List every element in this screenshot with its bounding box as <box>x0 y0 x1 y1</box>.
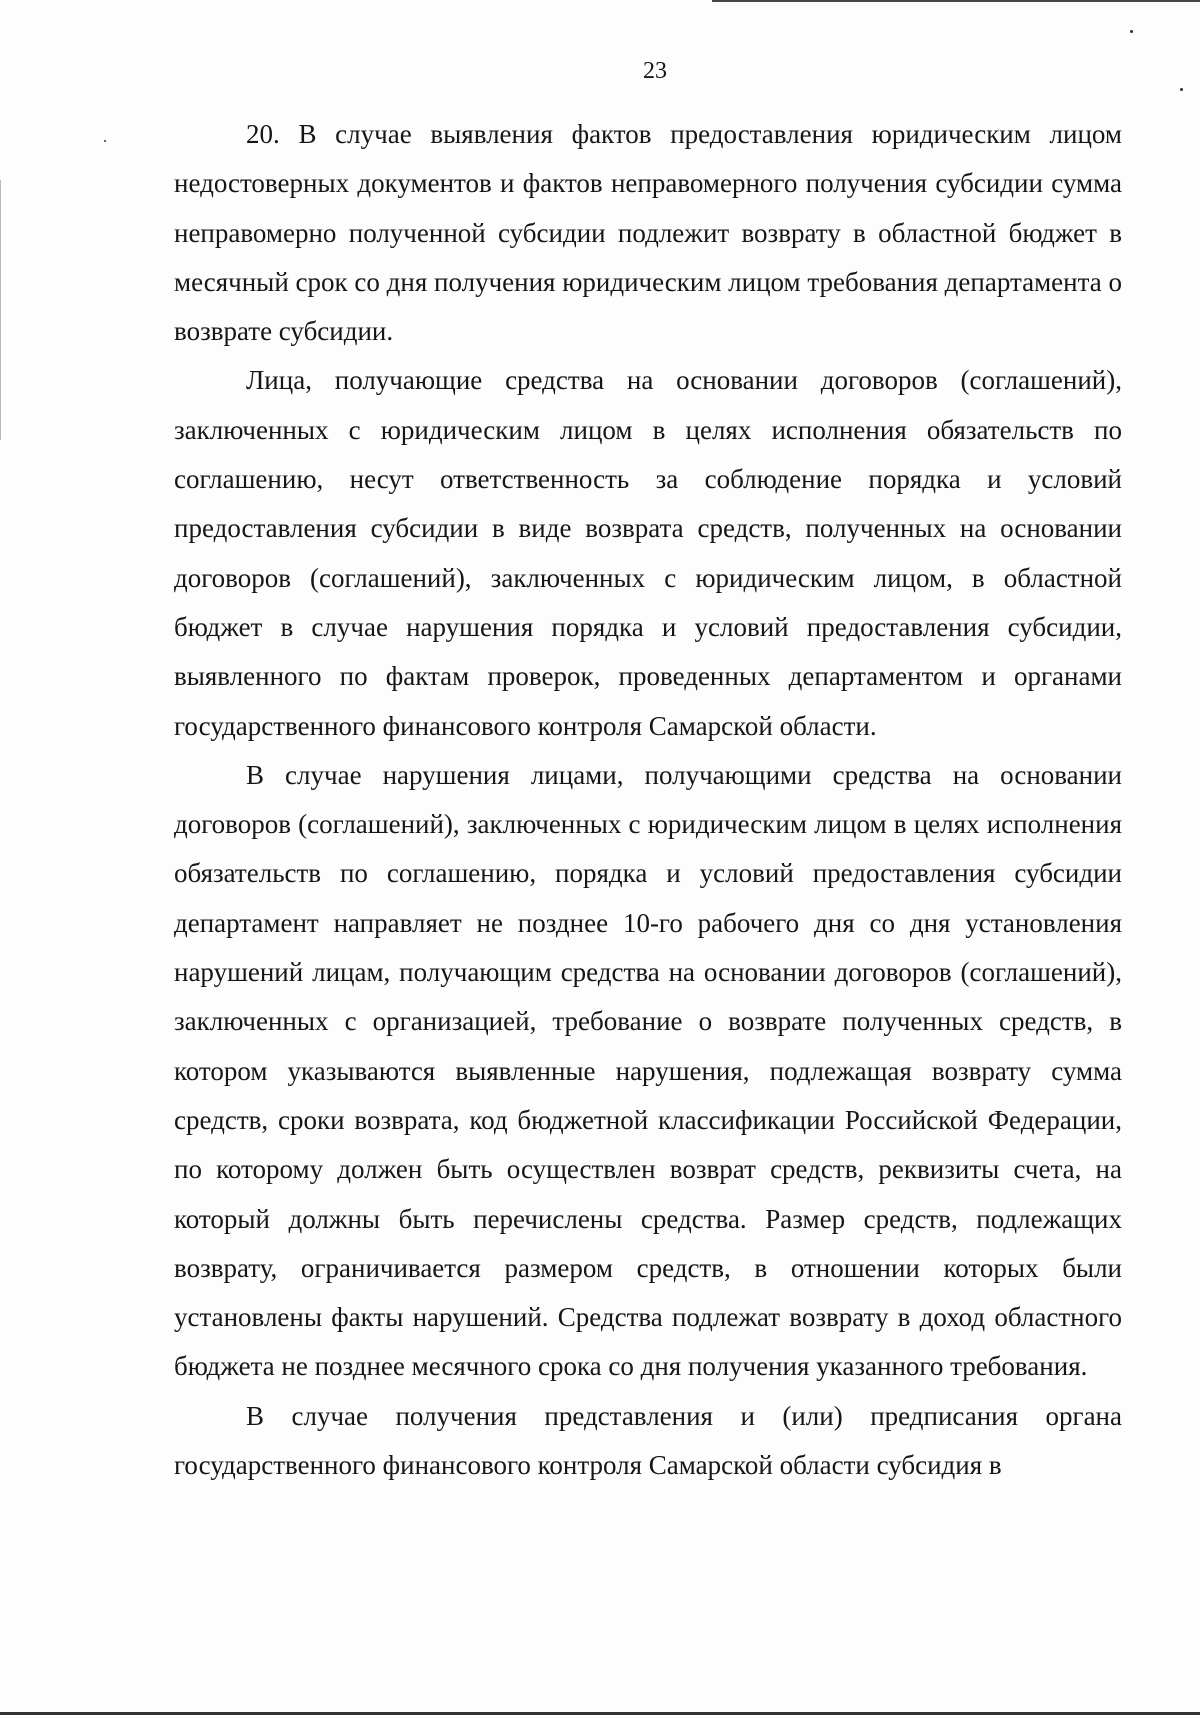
paragraph-violation-procedure: В случае нарушения лицами, получающими средства на основании договоров (соглашений), заключенных с юридическим лицом в целях исполнения обязательств по соглашению, порядка и условий предоставления субсидии департамент направляет не позднее 10-го рабочего дня со дня установления нарушений лицам, получающим средства на основании договоров (соглашений), заключенных с организацией, требование о возврате полученных средств, в котором указываются выявленные нарушения, подлежащая возврату сумма средств, сроки возврата, код бюджетной классификации Российской Федерации, по которому должен быть осуществлен возврат средств, реквизиты счета, на который должны быть перечислены средства. Размер средств, подлежащих возврату, ограничивается размером средств, в отношении которых были установлены факты нарушений. Средства подлежат возврату в доход областного бюджета не позднее месячного срока со дня получения указанного требования. <box>174 759 1122 1382</box>
paragraph-liability: Лица, получающие средства на основании договоров (соглашений), заключенных с юридическим лицом в целях исполнения обязательств по соглашению, несут ответственность за соблюдение порядка и условий предоставления субсидии в виде возврата средств, полученных на основании договоров (соглашений), заключенных с юридическим лицом, в областной бюджет в случае нарушения порядка и условий предоставления субсидии, выявленного по фактам проверок, проведенных департаментом и органами государственного финансового контроля Самарской области. <box>174 365 1122 741</box>
page-number: 23 <box>643 58 667 84</box>
paragraph-item-20: 20. В случае выявления фактов предоставления юридическим лицом недостоверных документов и фактов неправомерного получения субсидии сумма неправомерно полученной субсидии подлежит возврату в областной бюджет в месячный срок со дня получения юридическим лицом требования департамента о возврате субсидии. <box>174 119 1122 347</box>
paragraph-control-body: В случае получения представления и (или) предписания органа государственного финансового контроля Самарской области субсидия в <box>174 1400 1122 1481</box>
scan-speck <box>1180 88 1183 91</box>
scan-speck <box>1130 30 1133 33</box>
body-text <box>174 110 1122 1490</box>
scan-edge-top <box>712 0 1200 2</box>
scan-edge-left <box>0 180 1 440</box>
scan-speck <box>104 140 106 142</box>
